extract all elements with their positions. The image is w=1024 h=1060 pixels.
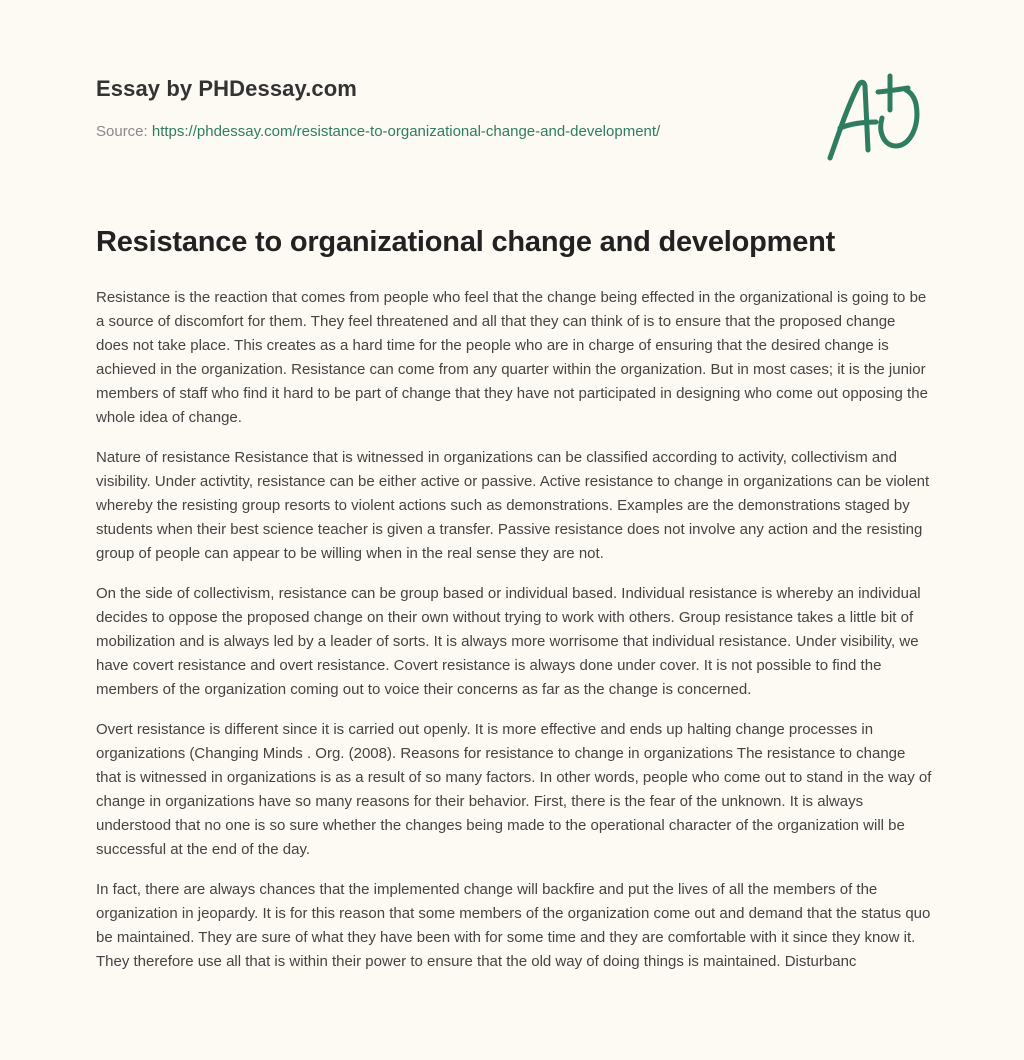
source-line <box>96 123 660 140</box>
essay-paragraph: Resistance is the reaction that comes from people who feel that the change being effected in the organizational is going to be a source of discomfort for them. They feel threatened and all that they can think of is to ensure that the proposed change does not take place. This creates as a hard time for the people who are in charge of ensuring that the desired change is achieved in the organization. Resistance can come from any quarter within the organization. But in most cases; it is the junior members of staff who find it hard to be part of change that they have not participated in designing who come out opposing the whole idea of change. <box>96 289 928 426</box>
essay-title: Resistance to organizational change and development <box>96 226 836 258</box>
source-link[interactable]: https://phdessay.com/resistance-to-organizational-change-and-development/ <box>151 123 661 140</box>
essay-body <box>96 286 932 990</box>
a-plus-logo-icon <box>824 66 932 166</box>
essay-paragraph: On the side of collectivism, resistance can be group based or individual based. Individual resistance is whereby an individual decides to oppose the proposed change on their own without trying to work with others. Group resistance takes a little bit of mobilization and is always led by a leader of sorts. It is always more worrisome that individual resistance. Under visibility, we have covert resistance and overt resistance. Covert resistance is always done under cover. It is not possible to find the members of the organization coming out to voice their concerns as far as the change is concerned. <box>96 585 921 698</box>
site-brand: Essay by PHDessay.com <box>96 76 357 101</box>
essay-paragraph: Nature of resistance Resistance that is witnessed in organizations can be classified according to activity, collectivism and visibility. Under activtity, resistance can be either active or passive. Active resistance to change in organizations can be violent whereby the resisting group resorts to violent actions such as demonstrations. Examples are the demonstrations staged by students when their best science teacher is given a transfer. Passive resistance does not involve any action and the resisting group of people can appear to be willing when in the real sense they are not. <box>96 449 930 562</box>
essay-paragraph: Overt resistance is different since it is carried out openly. It is more effective and ends up halting change processes in organizations (Changing Minds . Org. (2008). Reasons for resistance to change in organizations The resistance to change that is witnessed in organizations is as a result of so many factors. In other words, people who come out to stand in the way of change in organizations have so many reasons for their behavior. First, there is the fear of the unknown. It is always understood that no one is so sure whether the changes being made to the operational character of the organization will be successful at the end of the day. <box>96 721 932 858</box>
source-label: Source: <box>96 123 152 140</box>
essay-paragraph: In fact, there are always chances that the implemented change will backfire and put the lives of all the members of the organization in jeopardy. It is for this reason that some members of the organization come out and demand that the status quo be maintained. They are sure of what they have been with for some time and they are comfortable with it since they know it. They therefore use all that is within their power to ensure that the old way of doing things is maintained. Disturbanc <box>96 881 931 970</box>
